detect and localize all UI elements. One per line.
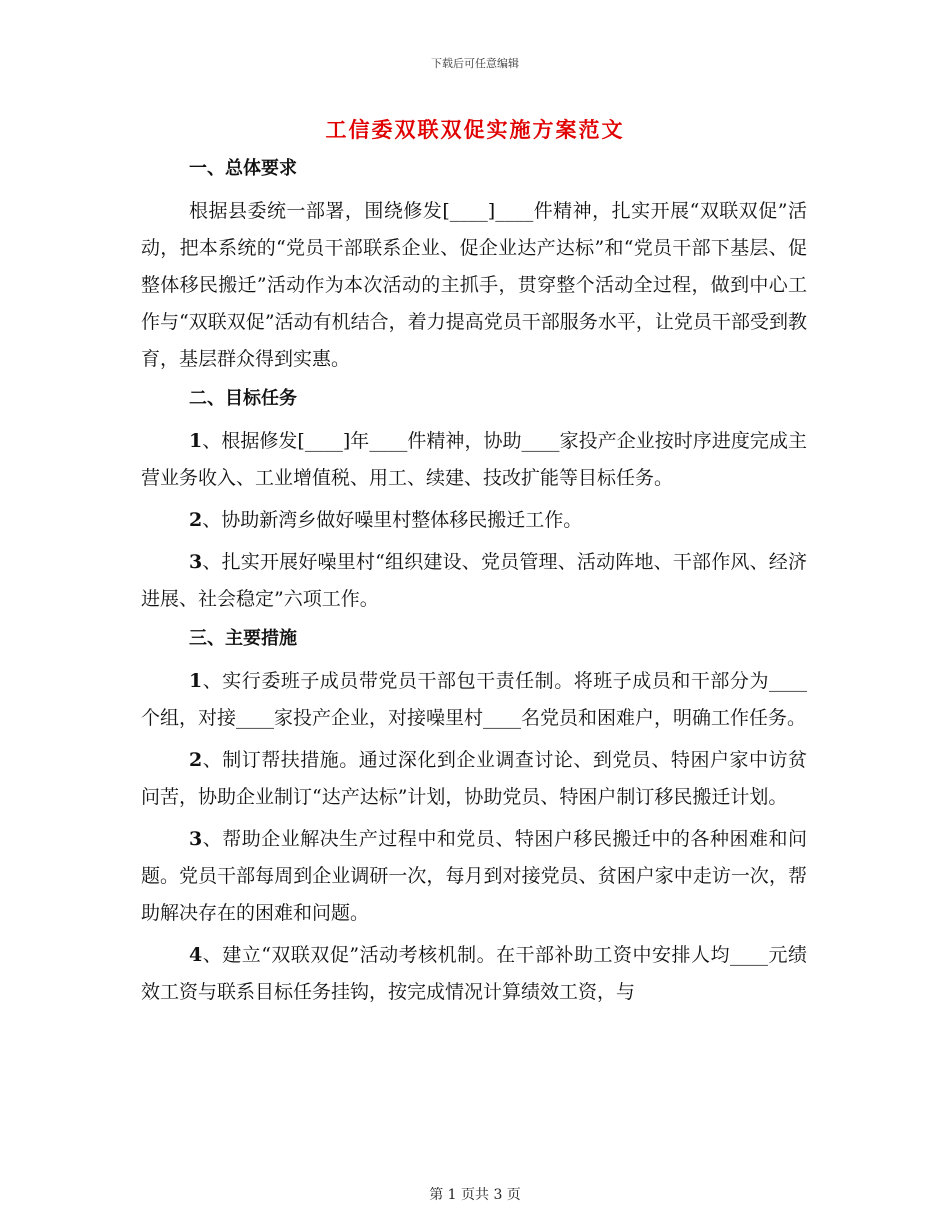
paragraph-text: 、实行委班子成员带党员干部包干责任制。将班子成员和干部分为____个组，对接____家投产企业，对接噪里村____名党员和困难户，明确工作任务。 xyxy=(141,670,807,729)
item-number: 2 xyxy=(189,749,203,771)
section-heading: 二、目标任务 xyxy=(189,388,297,409)
section-main-measures xyxy=(141,623,807,1011)
paragraph xyxy=(141,821,807,932)
item-number: 3 xyxy=(189,828,203,850)
item-number: 1 xyxy=(189,670,203,692)
item-number: 3 xyxy=(189,551,203,573)
document-body xyxy=(141,153,807,1016)
item-number: 4 xyxy=(189,944,203,966)
section-heading: 一、总体要求 xyxy=(189,158,297,179)
paragraph-text: 、根据修发[____]年____件精神，协助____家投产企业按时序进度完成主营业务收入、工业增值税、用工、续建、技改扩能等目标任务。 xyxy=(141,430,807,489)
paragraph-text: 、帮助企业解决生产过程中和党员、特困户移民搬迁中的各种困难和问题。党员干部每周到企业调研一次，每月到对接党员、贫困户家中走访一次，帮助解决存在的困难和问题。 xyxy=(141,828,807,924)
item-number: 2 xyxy=(189,509,203,531)
item-number: 1 xyxy=(189,430,203,452)
paragraph-text: 、协助新湾乡做好噪里村整体移民搬迁工作。 xyxy=(202,509,583,531)
paragraph-text: 根据县委统一部署，围绕修发[____]____件精神，扎实开展“双联双促”活动，把本系统的“党员干部联系企业、促企业达产达标”和“党员干部下基层、促整体移民搬迁”活动作为本次活动的主抓手，贯穿整个活动全过程，做到中心工作与“双联双促”活动有机结合，着力提高党员干部服务水平，让党员干部受到教育，基层群众得到实惠。 xyxy=(141,200,807,370)
paragraph-text: 、扎实开展好噪里村“组织建设、党员管理、活动阵地、干部作风、经济进展、社会稳定”六项工作。 xyxy=(141,551,807,610)
paragraph xyxy=(141,937,807,1011)
page-title: 工信委双联双促实施方案范文 xyxy=(325,117,625,142)
paragraph xyxy=(141,193,807,378)
section-general-requirements xyxy=(141,153,807,378)
paragraph xyxy=(141,502,807,539)
page-footer: 第 1 页共 3 页 xyxy=(429,1187,521,1203)
paragraph-text: 、制订帮扶措施。通过深化到企业调查讨论、到党员、特困户家中访贫问苦，协助企业制订“达产达标”计划，协助党员、特困户制订移民搬迁计划。 xyxy=(141,749,807,808)
paragraph xyxy=(141,663,807,737)
section-heading: 三、主要措施 xyxy=(189,628,297,649)
paragraph-text: 、建立“双联双促”活动考核机制。在干部补助工资中安排人均____元绩效工资与联系目标任务挂钩，按完成情况计算绩效工资，与 xyxy=(141,944,807,1003)
paragraph xyxy=(141,423,807,497)
header-note: 下载后可任意编辑 xyxy=(431,57,519,70)
section-objectives xyxy=(141,383,807,618)
paragraph xyxy=(141,544,807,618)
paragraph xyxy=(141,742,807,816)
